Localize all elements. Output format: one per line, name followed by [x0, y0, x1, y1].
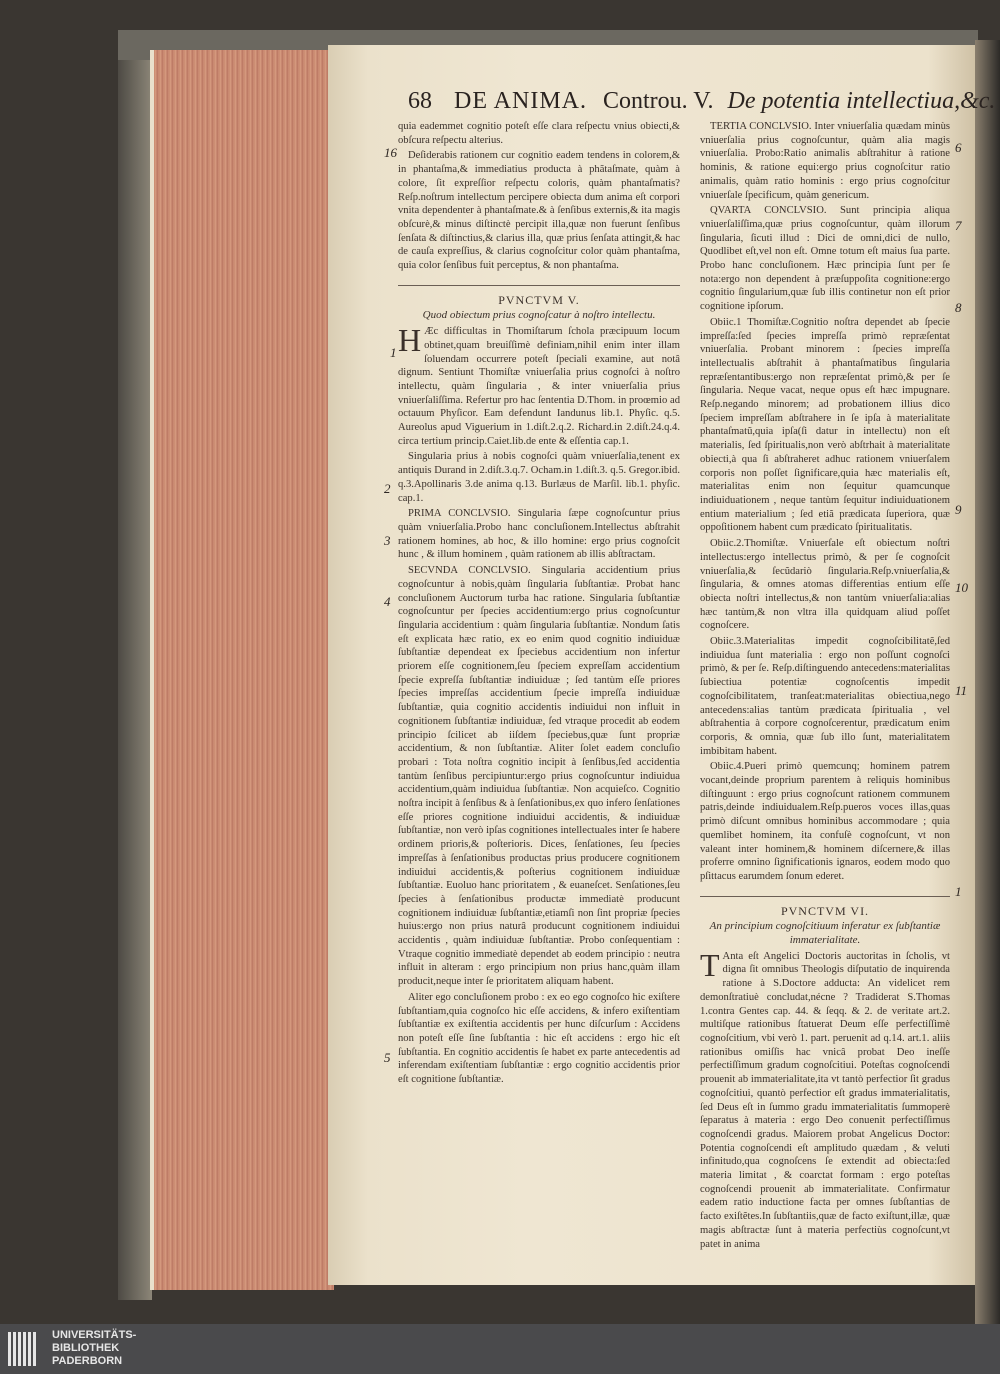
header-title: DE ANIMA. [454, 88, 587, 114]
paragraph-obiic-1: Obiic.1 Thomiſtæ.Cognitio noſtra dependet ab ſpecie impreſſa:ſed ſpecies impreſſa primò repræſentat vniuerſalia. Probant minorem : ſpecies impreſſa intellectualis abſtrahit à phantaſmatibus ſingularia repræſentantibus:ergo non repræſentat primò,& per ſe ſingularia. Neque vacat, neque opus eſt hæc impugnare. Reſp.negando minorem; ad probationem illius dico ſpeciem impreſſam abſtrahere in ſe ipſa à materialitate phantaſmatũ,quia ipſa(ſi datur in intellectu) non eſt materialis, ſed ſpiritualis,non verò abſtrhait à materialitate obiecti,à qua ſi abſtraheret adhuc rationem vniuerſalem corporis non poſſet ſignificare,quia hæc materialis eſt, materialitas enim non ſequitur quamcunque indiuiduationem , neque tantùm ſequitur indiuiduationem entium materialium ; ſed etiã prædicata ſuperiora, quæ oppoſitionem habent cum prædicato ſpiritualitatis. [700, 316, 950, 534]
margin-number-7: 7 [955, 218, 962, 233]
header-subtitle: De potentia intellectiua,&c. [727, 88, 996, 114]
running-header [408, 88, 996, 118]
punctum-v-heading: PVNCTVM V. [498, 292, 580, 307]
punctum-v-question: Quod obiectum prius cognoſcatur à noſtro intellectu. [422, 309, 656, 322]
margin-number-2: 2 [384, 481, 391, 496]
drop-cap: T [700, 946, 720, 983]
gutter-shadow [975, 40, 1000, 1330]
paragraph-3: PRIMA CONCLVSIO. Singularia ſæpe cognoſcuntur prius quàm vniuerſalia.Probo hanc concluſionem.Intellectus abſtrahit rationem homines, ab hoc, & illo homine: ergo prius cognoſcit hunc , & illum hominem , quàm rationem ab illis abſtractam. [398, 508, 680, 561]
margin-number-1-right: 1 [955, 884, 962, 899]
margin-number-5: 5 [384, 1050, 391, 1065]
page-number: 68 [408, 88, 432, 114]
library-name [52, 1329, 136, 1368]
drop-cap: H [398, 322, 422, 359]
section-rule [398, 285, 680, 286]
paragraph-5: Aliter ego concluſionem probo : ex eo ego cognoſco hic exiſtere ſubſtantiam,quia cognoſco hic eſſe accidens, & infero exiſtentiam ſubſtantiæ ex exiſtentia accidentis per hunc diſcurſum : Accidens non poteſt eſſe ſine ſubſtantia : hic eſt accidens : ergo hic eſt ſubſtantia. En cognitio accidentis ſe habet ex parte antecedentis ad inferendam exiſtentiam ſubſtantiæ : ergo cognitio accidentis prior eſt cognitione ſubſtantiæ. [398, 991, 680, 1086]
left-text-column [398, 120, 680, 1160]
paragraph-vi-1 [700, 946, 950, 1251]
library-name-line1: UNIVERSITÄTS- [52, 1329, 137, 1341]
margin-number-9: 9 [955, 502, 962, 517]
paragraph-2: Singularia prius à nobis cognoſci quàm vniuerſalia,tenent ex antiquis Durand in 2.diſt.3.q.7. Ocham.in 1.diſt.3. q.5. Gregor.ibid. q.3.Apollinaris 3.de anima q.13. Burlæus de Marſil. lib.1. phyſic. cap.1. [398, 451, 680, 504]
paragraph-quarta: QVARTA CONCLVSIO. Sunt principia aliqua vniuerſaliſſima,quæ prius cognoſcuntur, quàm illorum ſingularia, ſicuti illud : Dici de omni,dici de nullo, Quodlibet eſt,vel non eſt. Omne totum eſt maius ſua parte. Probo hanc concluſionem. Hæc principia ſunt per ſe nota:ergo non dependent à præſuppoſita cognitione:ergo cognitio ſingularium,quæ ſub illis continetur non eſt prior cognitione ipſorum. [700, 205, 950, 313]
margin-number-16: 16 [384, 145, 397, 160]
margin-number-8: 8 [955, 300, 962, 315]
paragraph-obiic-2: Obiic.2.Thomiſtæ. Vniuerſale eſt obiectum noſtri intellectus:ergo intellectus primò, & per ſe cognoſcit vniuerſalia,& ſecũdariò ſingularia.Reſp.vniuerſalia,& ſingularia, & omnes atomas differentias entium eſſe obiecta noſtri intellectus,& non tantùm vniuerſalia:alias hæc tantùm,& non vltra illa quidquam aliud poſſet cognoſcere. [700, 538, 950, 632]
intro-lines: quia eademmet cognitio poteſt eſſe clara reſpectu vnius obiecti,& obſcura reſpectu alterius. [398, 121, 680, 146]
header-controversy: Controu. V. [603, 88, 714, 114]
paragraph-4: SECVNDA CONCLVSIO. Singularia accidentium prius cognoſcuntur à nobis,quàm ſingularia ſubſtantiæ. Probat hanc concluſionem Auctorum turba hac ratione. Singularia ſubſtantiæ cognoſcuntur per ſpecies accidentium:ergo prius cognoſcuntur ſingularia accidentium : quàm ſingularia ſubſtantiæ. Nondum ſatis eſt explicata hæc ratio, ex eo enim quod cognitio indiuiduæ ſubſtantiæ dependeat ex ſpeciebus accidentium non infertur priorem eſſe cognitionem,ſeu ſpeciem expreſſam accidentium ſpecie expreſſa ſubſtantiæ indiuiduæ ; ſed tantùm eſſe priores ſpecies impreſſas accidentium ſpecie impreſſa indiuiduæ ſubſtantiæ, quia cognitio accidentis indiuidui non influit in cognitionem ſubſtantiæ indiuiduæ, ſed vtraque procedit ab eodem principio ſcilicet ab iiſdem ſpeciebus,quæ ſunt propriæ accidentium, & non ſubſtantiæ. Aliter ſolet eadem concluſio probari : Tota noſtra cognitio incipit à ſenſibus,ſed accidentia tantùm ſenſibus percipiuntur:ergo prius cognoſcuntur indiuidua accidentium,quàm indiuidua ſubſtantiæ. Non acquieſco. Cognitio noſtra incipit à ſenſibus & à ſenſationibus,ex quo infero ſenſationes eſſe priores cognitione indiuidui accidentis, & indiuiduæ ſubſtantiæ, non verò ipſas cognitiones intellectuales inter ſe habere ordinem prioris,& poſterioris. Dices, ſenſationes, ſeu ſpecies impreſſas à ſenſationibus productas prius producere cognitionem indiuidui accidentis,& poſterius cognitionem indiuiduæ ſubſtantiæ. Euoluo hanc prioritatem , & euaneſcet. Senſationes,ſeu ſpecies à ſenſationibus productæ immediatè producunt cognitionem indiuiduæ ſubſtantiæ,etiamſi non ſint propriæ ſpecies huius:ergo non prius naturâ producunt cognitionem indiuidui accidentis , quàm indiuiduæ ſubſtantiæ. Probo conſequentiam : Vtraque cognitio immediatè dependet ab eodem principio : neutra influit in alteram : ergo principium non prius hanc,quàm illam producit,neque inter ſe prioritatem aliquam habent. [398, 565, 680, 988]
library-name-line2: BIBLIOTHEK [52, 1342, 120, 1354]
paragraph-tertia: TERTIA CONCLVSIO. Inter vniuerſalia quædam minùs vniuerſalia prius cognoſcuntur, quàm alia magis vniuerſalia. Probo:Ratio animalis abſtrahitur à ratione hominis, & ratione equi:ergo prius cognoſcitur ratio animalis, quàm ratio hominis : ergo prius cognoſcitur vniuerſale ſpecificum, quàm genericum. [700, 121, 950, 201]
margin-number-11: 11 [955, 683, 968, 698]
paragraph-vi-1-text: Anta eſt Angelici Doctoris auctoritas in ſcholis, vt digna ſit omnibus Theologis diſputatio de inquirenda ratione à S.Doctore adducta: An videlicet rem demonſtratiuè concludat,nécne ? Tradiderat S.Thomas 1.contra Gentes cap. 44. & ſeqq. & 2. de veritate art.2. multiſque rationibus ſtatuerat Deum eſſe perfectiſſimè cognoſcitium, vbi verò 1. part. peruenit ad q.14. art.1. aliis rationibus omiſſis hac vnicâ probat Deo ineſſe perfectiſſimum gradum cognoſcitiui. Poteſtas cognoſcendi prouenit ab immaterialitate,ita vt tantò perfectior ſit gradus cognoſcitiui, quantò perfectior eſt gradus immaterialitatis, ſed Deus eſt in ſummo gradu immaterialitatis ſummoperè ſeparatus à materia : ergo Deo conuenit perfectiſſimus cognoſcendi gradus. Maiorem probat Angelicus Doctor: Potentia cognoſcendi eſt amplitudo quædam , & veluti infinitudo,qua cognoſcens ſe extendit ad obiecta:ſed materia limitat , & coarctat formam : ergo poteſtas cognoſcendi prouenit ab immaterialitate. Confirmatur eadem ratio inductione facta per omnes ſubſtantias de facto exiſtẽtes.In ſubſtantiis,quæ de facto exiſtunt,illæ, quæ magis abſtractæ ſunt à materia perfectiùs cognoſcunt,vt patet in anima [700, 950, 950, 1250]
margin-number-3: 3 [384, 533, 391, 548]
margin-number-1: 1 [390, 345, 397, 360]
margin-number-10: 10 [955, 580, 968, 595]
right-text-column [700, 120, 950, 1250]
section-rule [700, 896, 950, 897]
paragraph-16: Deſiderabis rationem cur cognitio eadem tendens in colorem,& in phantaſma,& immediatius producta à phãtaſmate, quàm à colore, ſit expreſſior reſpectu coloris, quàm phantaſmatis? Reſp.noſtrum intellectum percipere obiecta dum anima eſt corpori vnita dependenter à phantaſmate.& à ſenſibus externis,& ita magis obſcurè,& minus diſtinctè percipit illa,quæ non fuerunt ſenſibus ſenſata & diſtinctius,& clarius illa, quæ prius ſenſata attingit,& hac de cauſa expreſſius, & clarius cognoſcitur color quàm phantaſma, quia color ſenſibus fuit perceptus, & non phantaſma. [398, 150, 680, 272]
page-block-edges [150, 50, 334, 1290]
paragraph-1-text: Æc difficultas in Thomiſtarum ſchola præcipuum locum obtinet,quam breuiſſimè definiam,nihil enim inter illam ſoluendam occurrere poteſt ſpeciali examine, aut notâ dignum. Sentiunt Thomiſtæ vniuerſalia prius cognoſci à noſtro intellectu, quàm ſingularia , & inter vniuerſalia prius vniuerſaliſſima. Refertur pro hac ſententia D.Thom. in proœmio ad octauum Phyſicor. Eam defendunt Iandunus lib.1. Phyſic. q.5. Aureolus apud Viguerium in 1.diſt.2.q.2. Richard.in 2.diſt.24.q.4. circa tertium princip.Caiet.lib.de ente & eſſentia cap.1. [398, 326, 680, 447]
library-footer [0, 1324, 1000, 1374]
margin-number-6: 6 [955, 140, 962, 155]
punctum-vi-question: An principium cognoſcitiuum inferatur ex ſubſtantiæ immaterialitate. [709, 920, 941, 947]
paragraph-obiic-3: Obiic.3.Materialitas impedit cognoſcibilitatẽ,ſed indiuidua ſunt materialia : ergo non poſſunt cognoſci primò, & per ſe. Reſp.diſtinguendo antecedens:materialitas ſubiectiua potentiæ cognoſcentis impedit cognoſcibilitatem, tranſeat:materialitas obiectiua,nego antecedens:alias tantùm prædicata ſpiritualia , vel abſtrahentia à corpore cognoſcerentur, prædicatum enim corporis, & omnia, quæ ſub illo ſunt, materialitatem imbibitam habent. [700, 636, 950, 757]
paragraph-obiic-4: Obiic.4.Pueri primò quemcunq; hominem patrem vocant,deinde proprium parentem à reliquis hominibus diſtinguunt : ergo prius cognoſcunt rationem communem patris,deinde indiuidualem.Reſp.pueros voces illas,quas primò diſcunt omnibus hominibus accommodare ; quia quemlibet hominem, ita confuſè cognoſcunt, vt non valeant inter hominem,& hominem diſcernere,& illas proferre omnino ſignificationis ignaros, eodem modo quo pſittacus earumdem ſonum ederet. [700, 761, 950, 882]
library-logo-icon [8, 1332, 44, 1368]
book-spine [118, 60, 152, 1300]
library-name-line3: PADERBORN [52, 1355, 123, 1367]
paragraph-1 [398, 322, 680, 448]
punctum-vi-heading: PVNCTVM VI. [780, 903, 870, 918]
margin-number-4: 4 [384, 594, 391, 609]
